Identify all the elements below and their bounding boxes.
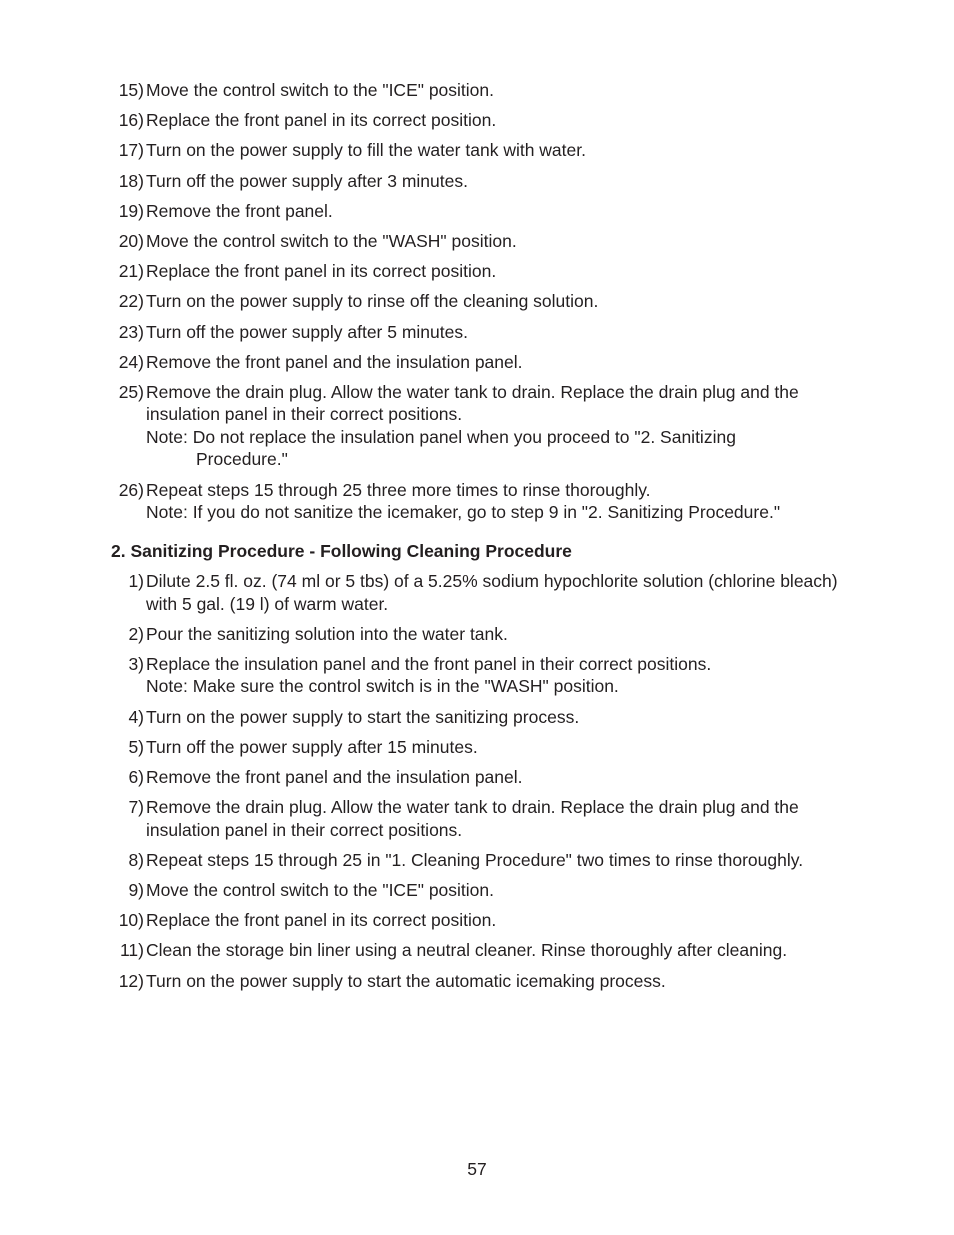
page-number: 57 xyxy=(467,1159,487,1179)
note-text: Note: Make sure the control switch is in the "WASH" position. xyxy=(146,676,619,697)
step-text: Pour the sanitizing solution into the water tank. xyxy=(146,623,508,644)
list-item xyxy=(111,139,851,162)
list-item xyxy=(111,260,851,283)
step-note xyxy=(146,675,851,698)
list-item xyxy=(111,706,851,729)
cleaning-steps-list xyxy=(111,79,851,531)
step-number: 18) xyxy=(118,170,144,191)
step-number: 20) xyxy=(118,230,144,251)
list-item xyxy=(111,321,851,344)
step-number: 25) xyxy=(118,381,144,402)
step-text: Remove the front panel and the insulation panel. xyxy=(146,351,523,372)
step-number: 10) xyxy=(118,910,144,931)
list-item xyxy=(111,290,851,313)
step-text: Move the control switch to the "ICE" position. xyxy=(146,880,495,900)
step-text: Remove the front panel. xyxy=(146,200,333,221)
step-text: Move the control switch to the "ICE" position. xyxy=(146,80,495,100)
step-note xyxy=(146,501,851,524)
step-text: Replace the insulation panel and the front panel in their correct positions. xyxy=(146,653,712,674)
step-text: Remove the front panel and the insulation panel. xyxy=(146,766,523,787)
step-number: 5) xyxy=(128,736,144,757)
list-item xyxy=(111,796,851,841)
list-item xyxy=(111,79,851,102)
list-item xyxy=(111,230,851,253)
step-number: 24) xyxy=(118,351,144,372)
list-item xyxy=(111,351,851,374)
step-number: 7) xyxy=(128,797,144,818)
sanitizing-steps-list xyxy=(111,570,851,1000)
step-text: Remove the drain plug. Allow the water tank to drain. Replace the drain plug and the insulation panel in their correct positions. xyxy=(146,797,799,840)
list-item xyxy=(111,653,851,698)
step-number: 23) xyxy=(118,321,144,342)
list-item xyxy=(111,623,851,646)
step-number: 6) xyxy=(128,766,144,787)
step-number: 2) xyxy=(128,623,144,644)
section-heading: 2. Sanitizing Procedure - Following Cleaning Procedure xyxy=(111,541,572,561)
step-text: Turn on the power supply to fill the water tank with water. xyxy=(146,140,586,161)
list-item xyxy=(111,200,851,223)
step-text: Turn on the power supply to start the automatic icemaking process. xyxy=(146,970,666,991)
step-number: 17) xyxy=(118,140,144,161)
step-number: 16) xyxy=(118,110,144,131)
list-item xyxy=(111,570,851,615)
step-number: 8) xyxy=(128,849,144,870)
note-text: Note: Do not replace the insulation panel when you proceed to "2. Sanitizing xyxy=(146,426,736,447)
step-text: Turn off the power supply after 3 minutes. xyxy=(146,170,468,191)
step-text: Replace the front panel in its correct position. xyxy=(146,910,497,931)
step-number: 22) xyxy=(118,291,144,312)
step-text: Turn on the power supply to rinse off the cleaning solution. xyxy=(146,291,599,312)
step-text: Repeat steps 15 through 25 in "1. Cleaning Procedure" two times to rinse thoroughly. xyxy=(146,849,804,870)
list-item xyxy=(111,736,851,759)
note-text: Note: If you do not sanitize the icemaker, go to step 9 in "2. Sanitizing Procedure." xyxy=(146,502,781,523)
step-number: 26) xyxy=(118,479,144,500)
step-text: Dilute 2.5 fl. oz. (74 ml or 5 tbs) of a 5.25% sodium hypochlorite solution (chlorine bleach) with 5 gal. (19 l) of warm water. xyxy=(146,571,838,614)
step-number: 9) xyxy=(128,880,144,900)
step-text: Turn off the power supply after 5 minutes. xyxy=(146,321,468,342)
list-item xyxy=(111,170,851,193)
step-text: Turn off the power supply after 15 minutes. xyxy=(146,736,478,757)
list-item xyxy=(111,939,851,962)
step-note xyxy=(146,426,851,471)
list-item xyxy=(111,381,851,471)
step-text: Repeat steps 15 through 25 three more times to rinse thoroughly. xyxy=(146,479,651,500)
step-text: Move the control switch to the "WASH" position. xyxy=(146,230,517,251)
step-text: Replace the front panel in its correct position. xyxy=(146,110,497,131)
step-number: 21) xyxy=(118,261,144,282)
list-item xyxy=(111,766,851,789)
list-item xyxy=(111,849,851,872)
step-number: 12) xyxy=(118,970,144,991)
step-number: 1) xyxy=(128,571,144,591)
step-text: Remove the drain plug. Allow the water tank to drain. Replace the drain plug and the insulation panel in their correct positions. xyxy=(146,381,799,425)
step-text: Clean the storage bin liner using a neutral cleaner. Rinse thoroughly after cleaning. xyxy=(146,940,788,961)
list-item xyxy=(111,879,851,902)
list-item xyxy=(111,909,851,932)
step-number: 11) xyxy=(120,940,144,961)
note-text-continued: Procedure." xyxy=(196,449,288,470)
list-item xyxy=(111,479,851,524)
step-number: 4) xyxy=(128,706,144,727)
step-number: 3) xyxy=(128,653,144,674)
step-number: 19) xyxy=(118,200,144,221)
step-number: 15) xyxy=(118,80,144,100)
list-item xyxy=(111,109,851,132)
step-text: Replace the front panel in its correct position. xyxy=(146,261,497,282)
list-item xyxy=(111,970,851,993)
step-text: Turn on the power supply to start the sanitizing process. xyxy=(146,706,580,727)
